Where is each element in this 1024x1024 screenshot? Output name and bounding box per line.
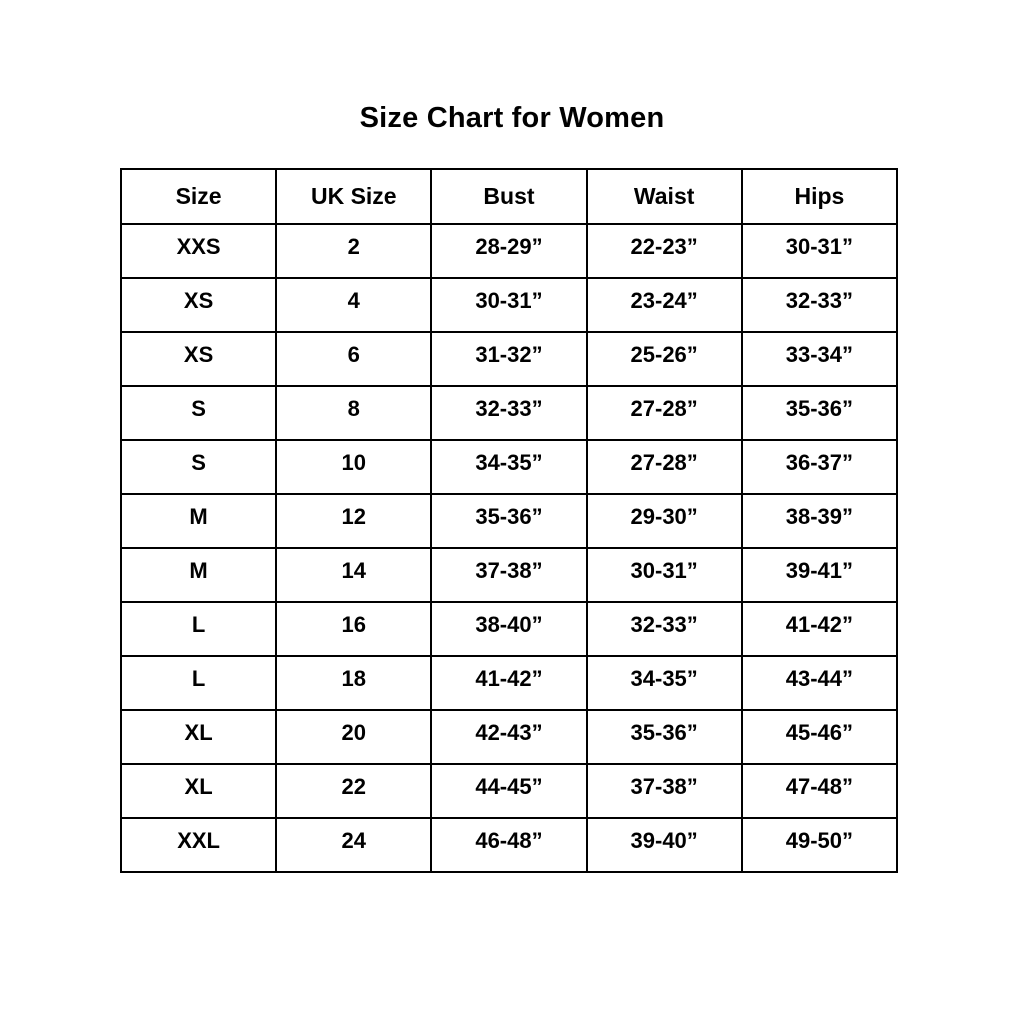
table-cell: XXS [121, 224, 276, 278]
table-cell: 33-34” [742, 332, 897, 386]
table-cell: L [121, 602, 276, 656]
table-cell: 27-28” [587, 440, 742, 494]
table-cell: 35-36” [587, 710, 742, 764]
table-row [121, 386, 897, 440]
table-cell: 47-48” [742, 764, 897, 818]
table-cell: 37-38” [431, 548, 586, 602]
table-cell: 30-31” [587, 548, 742, 602]
table-cell: 37-38” [587, 764, 742, 818]
table-cell: 36-37” [742, 440, 897, 494]
table-cell: 8 [276, 386, 431, 440]
table-cell: XS [121, 332, 276, 386]
table-cell: 41-42” [742, 602, 897, 656]
table-cell: 20 [276, 710, 431, 764]
table-cell: 32-33” [587, 602, 742, 656]
table-cell: XL [121, 710, 276, 764]
table-cell: 49-50” [742, 818, 897, 872]
table-cell: M [121, 494, 276, 548]
table-row [121, 494, 897, 548]
table-cell: 30-31” [742, 224, 897, 278]
table-row [121, 548, 897, 602]
table-cell: 31-32” [431, 332, 586, 386]
table-cell: 38-40” [431, 602, 586, 656]
size-chart-table [120, 168, 898, 873]
table-cell: L [121, 656, 276, 710]
table-cell: 41-42” [431, 656, 586, 710]
column-header-hips: Hips [742, 169, 897, 224]
table-cell: 32-33” [742, 278, 897, 332]
table-cell: 38-39” [742, 494, 897, 548]
table-cell: 10 [276, 440, 431, 494]
table-cell: 25-26” [587, 332, 742, 386]
table-row [121, 818, 897, 872]
table-row [121, 602, 897, 656]
table-cell: 18 [276, 656, 431, 710]
table-cell: 23-24” [587, 278, 742, 332]
table-cell: 39-41” [742, 548, 897, 602]
table-cell: 35-36” [742, 386, 897, 440]
table-cell: S [121, 386, 276, 440]
table-body [121, 224, 897, 872]
table-row [121, 440, 897, 494]
table-cell: 16 [276, 602, 431, 656]
table-cell: 32-33” [431, 386, 586, 440]
table-cell: 43-44” [742, 656, 897, 710]
table-cell: XXL [121, 818, 276, 872]
table-cell: 22 [276, 764, 431, 818]
table-cell: 2 [276, 224, 431, 278]
table-row [121, 332, 897, 386]
table-cell: 4 [276, 278, 431, 332]
table-cell: 46-48” [431, 818, 586, 872]
page-title: Size Chart for Women [359, 102, 665, 134]
table-cell: 28-29” [431, 224, 586, 278]
table-cell: 45-46” [742, 710, 897, 764]
table-cell: 44-45” [431, 764, 586, 818]
table-cell: M [121, 548, 276, 602]
table-row [121, 710, 897, 764]
table-cell: 12 [276, 494, 431, 548]
table-cell: S [121, 440, 276, 494]
table-cell: 6 [276, 332, 431, 386]
table-cell: 27-28” [587, 386, 742, 440]
table-cell: XS [121, 278, 276, 332]
table-cell: 14 [276, 548, 431, 602]
table-cell: 22-23” [587, 224, 742, 278]
table-cell: 39-40” [587, 818, 742, 872]
table-row [121, 764, 897, 818]
table-cell: 30-31” [431, 278, 586, 332]
table-header [121, 169, 897, 224]
table-cell: 29-30” [587, 494, 742, 548]
table-cell: XL [121, 764, 276, 818]
column-header-size: Size [121, 169, 276, 224]
table-row [121, 224, 897, 278]
table-cell: 35-36” [431, 494, 586, 548]
column-header-waist: Waist [587, 169, 742, 224]
table-cell: 34-35” [587, 656, 742, 710]
column-header-bust: Bust [431, 169, 586, 224]
table-cell: 34-35” [431, 440, 586, 494]
table-cell: 42-43” [431, 710, 586, 764]
table-header-row [121, 169, 897, 224]
column-header-uk-size: UK Size [276, 169, 431, 224]
table-row [121, 656, 897, 710]
table-cell: 24 [276, 818, 431, 872]
table-row [121, 278, 897, 332]
